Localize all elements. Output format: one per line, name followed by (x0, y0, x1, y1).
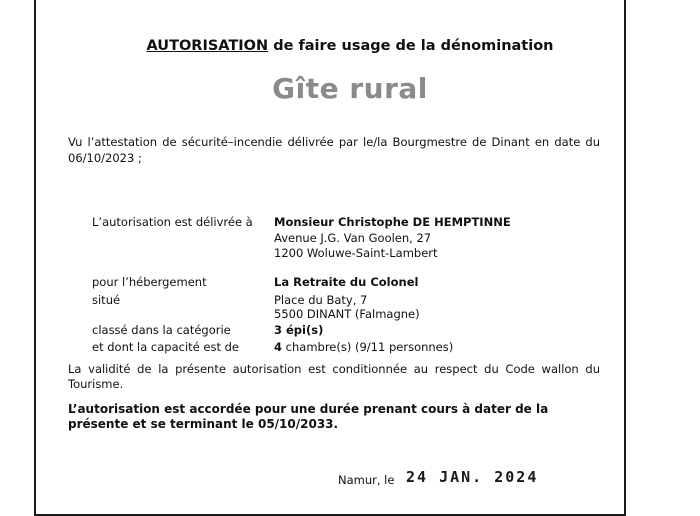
category-value: 3 épi(s) (274, 323, 324, 337)
signature-place: Namur, le (338, 473, 395, 487)
location-label: situé (92, 293, 121, 307)
category-label: classé dans la catégorie (92, 323, 231, 337)
holder-name: Monsieur Christophe DE HEMPTINNE (274, 215, 511, 229)
stamped-date: 24 JAN. 2024 (406, 468, 539, 486)
accommodation-address-line2: 5500 DINANT (Falmagne) (274, 307, 420, 321)
validity-paragraph: La validité de la présente autorisation est conditionnée au respect du Code wallon du Tourisme. (68, 362, 600, 391)
heading-keyword: AUTORISATION (146, 38, 269, 54)
capacity-value (274, 339, 453, 355)
capacity-label: et dont la capacité est de (92, 340, 240, 354)
holder-address-line2: 1200 Woluwe-Saint-Lambert (274, 246, 438, 260)
accommodation-address-line1: Place du Baty, 7 (274, 293, 368, 307)
intro-paragraph: Vu l’attestation de sécurité–incendie délivrée par le/la Bourgmestre de Dinant en date du 06/10/2023 ; (68, 135, 600, 165)
heading-rest: de faire usage de la dénomination (268, 38, 554, 54)
holder-label: L’autorisation est délivrée à (92, 215, 253, 229)
capacity-rest: chambre(s) (9/11 personnes) (282, 340, 454, 354)
denomination-title: Gîte rural (272, 72, 428, 105)
accommodation-label: pour l’hébergement (92, 275, 207, 289)
decision-paragraph: L’autorisation est accordée pour une durée prenant cours à dater de la présente et se terminant le 05/10/2033. (68, 402, 549, 431)
accommodation-name: La Retraite du Colonel (274, 275, 419, 289)
capacity-count: 4 (274, 340, 283, 354)
holder-address-line1: Avenue J.G. Van Goolen, 27 (274, 231, 432, 245)
document-heading (0, 38, 700, 54)
